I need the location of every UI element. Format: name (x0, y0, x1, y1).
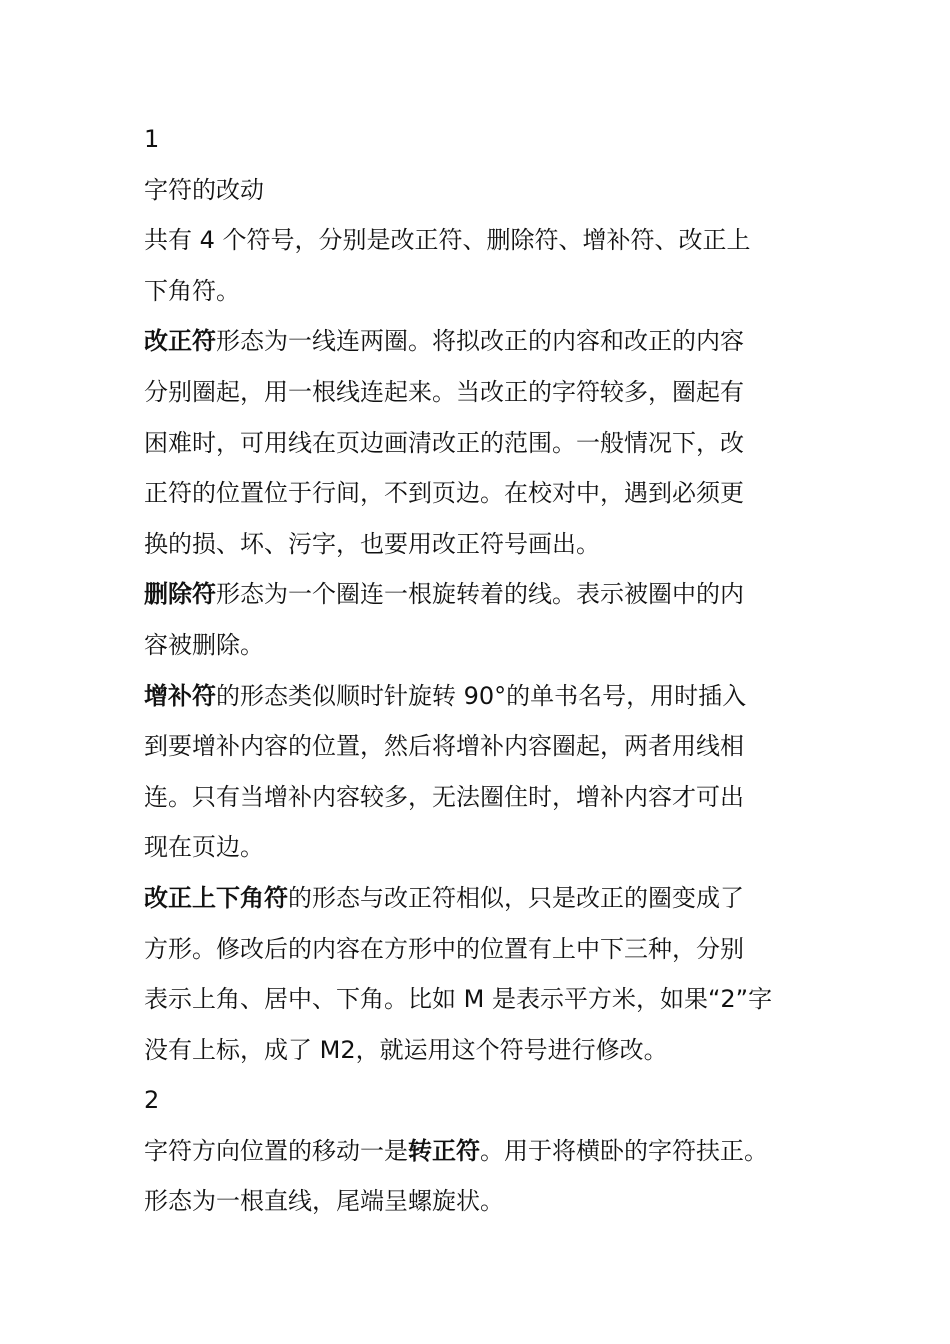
paragraph-text: 形态为一线连两圈。将拟改正的内容和改正的内容 (216, 327, 744, 356)
paragraph-line (144, 873, 814, 924)
paragraph-line (144, 671, 814, 722)
paragraph-text: 的形态类似顺时针旋转 90°的单书名号，用时插入 (216, 681, 747, 710)
paragraph-line (144, 569, 814, 620)
paragraph-text: 形态为一个圈连一根旋转着的线。表示被圈中的内 (216, 580, 744, 609)
term-bold: 删除符 (144, 580, 216, 609)
document-page (144, 114, 814, 1227)
section-number: 2 (144, 1086, 160, 1115)
paragraph-line: 到要增补内容的位置，然后将增补内容圈起，两者用线相 (144, 732, 744, 761)
paragraph-line: 连。只有当增补内容较多，无法圈住时，增补内容才可出 (144, 782, 744, 811)
paragraph-line (144, 316, 814, 367)
paragraph-text: 的形态与改正符相似，只是改正的圈变成了 (288, 883, 744, 912)
paragraph-line: 现在页边。 (144, 833, 264, 862)
term-bold: 改正上下角符 (144, 883, 288, 912)
paragraph-text: 字符方向位置的移动一是 (144, 1136, 408, 1165)
term-bold: 转正符 (408, 1136, 480, 1165)
term-bold: 改正符 (144, 327, 216, 356)
paragraph-line: 分别圈起，用一根线连起来。当改正的字符较多，圈起有 (144, 377, 744, 406)
term-bold: 增补符 (144, 681, 216, 710)
intro-line: 下角符。 (144, 276, 240, 305)
paragraph-text: 。用于将横卧的字符扶正。 (480, 1136, 768, 1165)
paragraph-line: 方形。修改后的内容在方形中的位置有上中下三种，分别 (144, 934, 744, 963)
paragraph-line: 没有上标，成了 M2，就运用这个符号进行修改。 (144, 1035, 668, 1064)
paragraph-line: 表示上角、居中、下角。比如 M 是表示平方米，如果“2”字 (144, 985, 773, 1014)
paragraph-line: 形态为一根直线，尾端呈螺旋状。 (144, 1187, 504, 1216)
intro-line: 共有 4 个符号，分别是改正符、删除符、增补符、改正上 (144, 226, 751, 255)
paragraph-line: 正符的位置位于行间，不到页边。在校对中，遇到必须更 (144, 479, 744, 508)
paragraph-line (144, 1126, 814, 1177)
section-number: 1 (144, 125, 160, 153)
paragraph-line: 容被删除。 (144, 630, 264, 659)
paragraph-line: 换的损、坏、污字，也要用改正符号画出。 (144, 529, 600, 558)
section-heading: 字符的改动 (144, 175, 264, 204)
paragraph-line: 困难时，可用线在页边画清改正的范围。一般情况下，改 (144, 428, 744, 457)
